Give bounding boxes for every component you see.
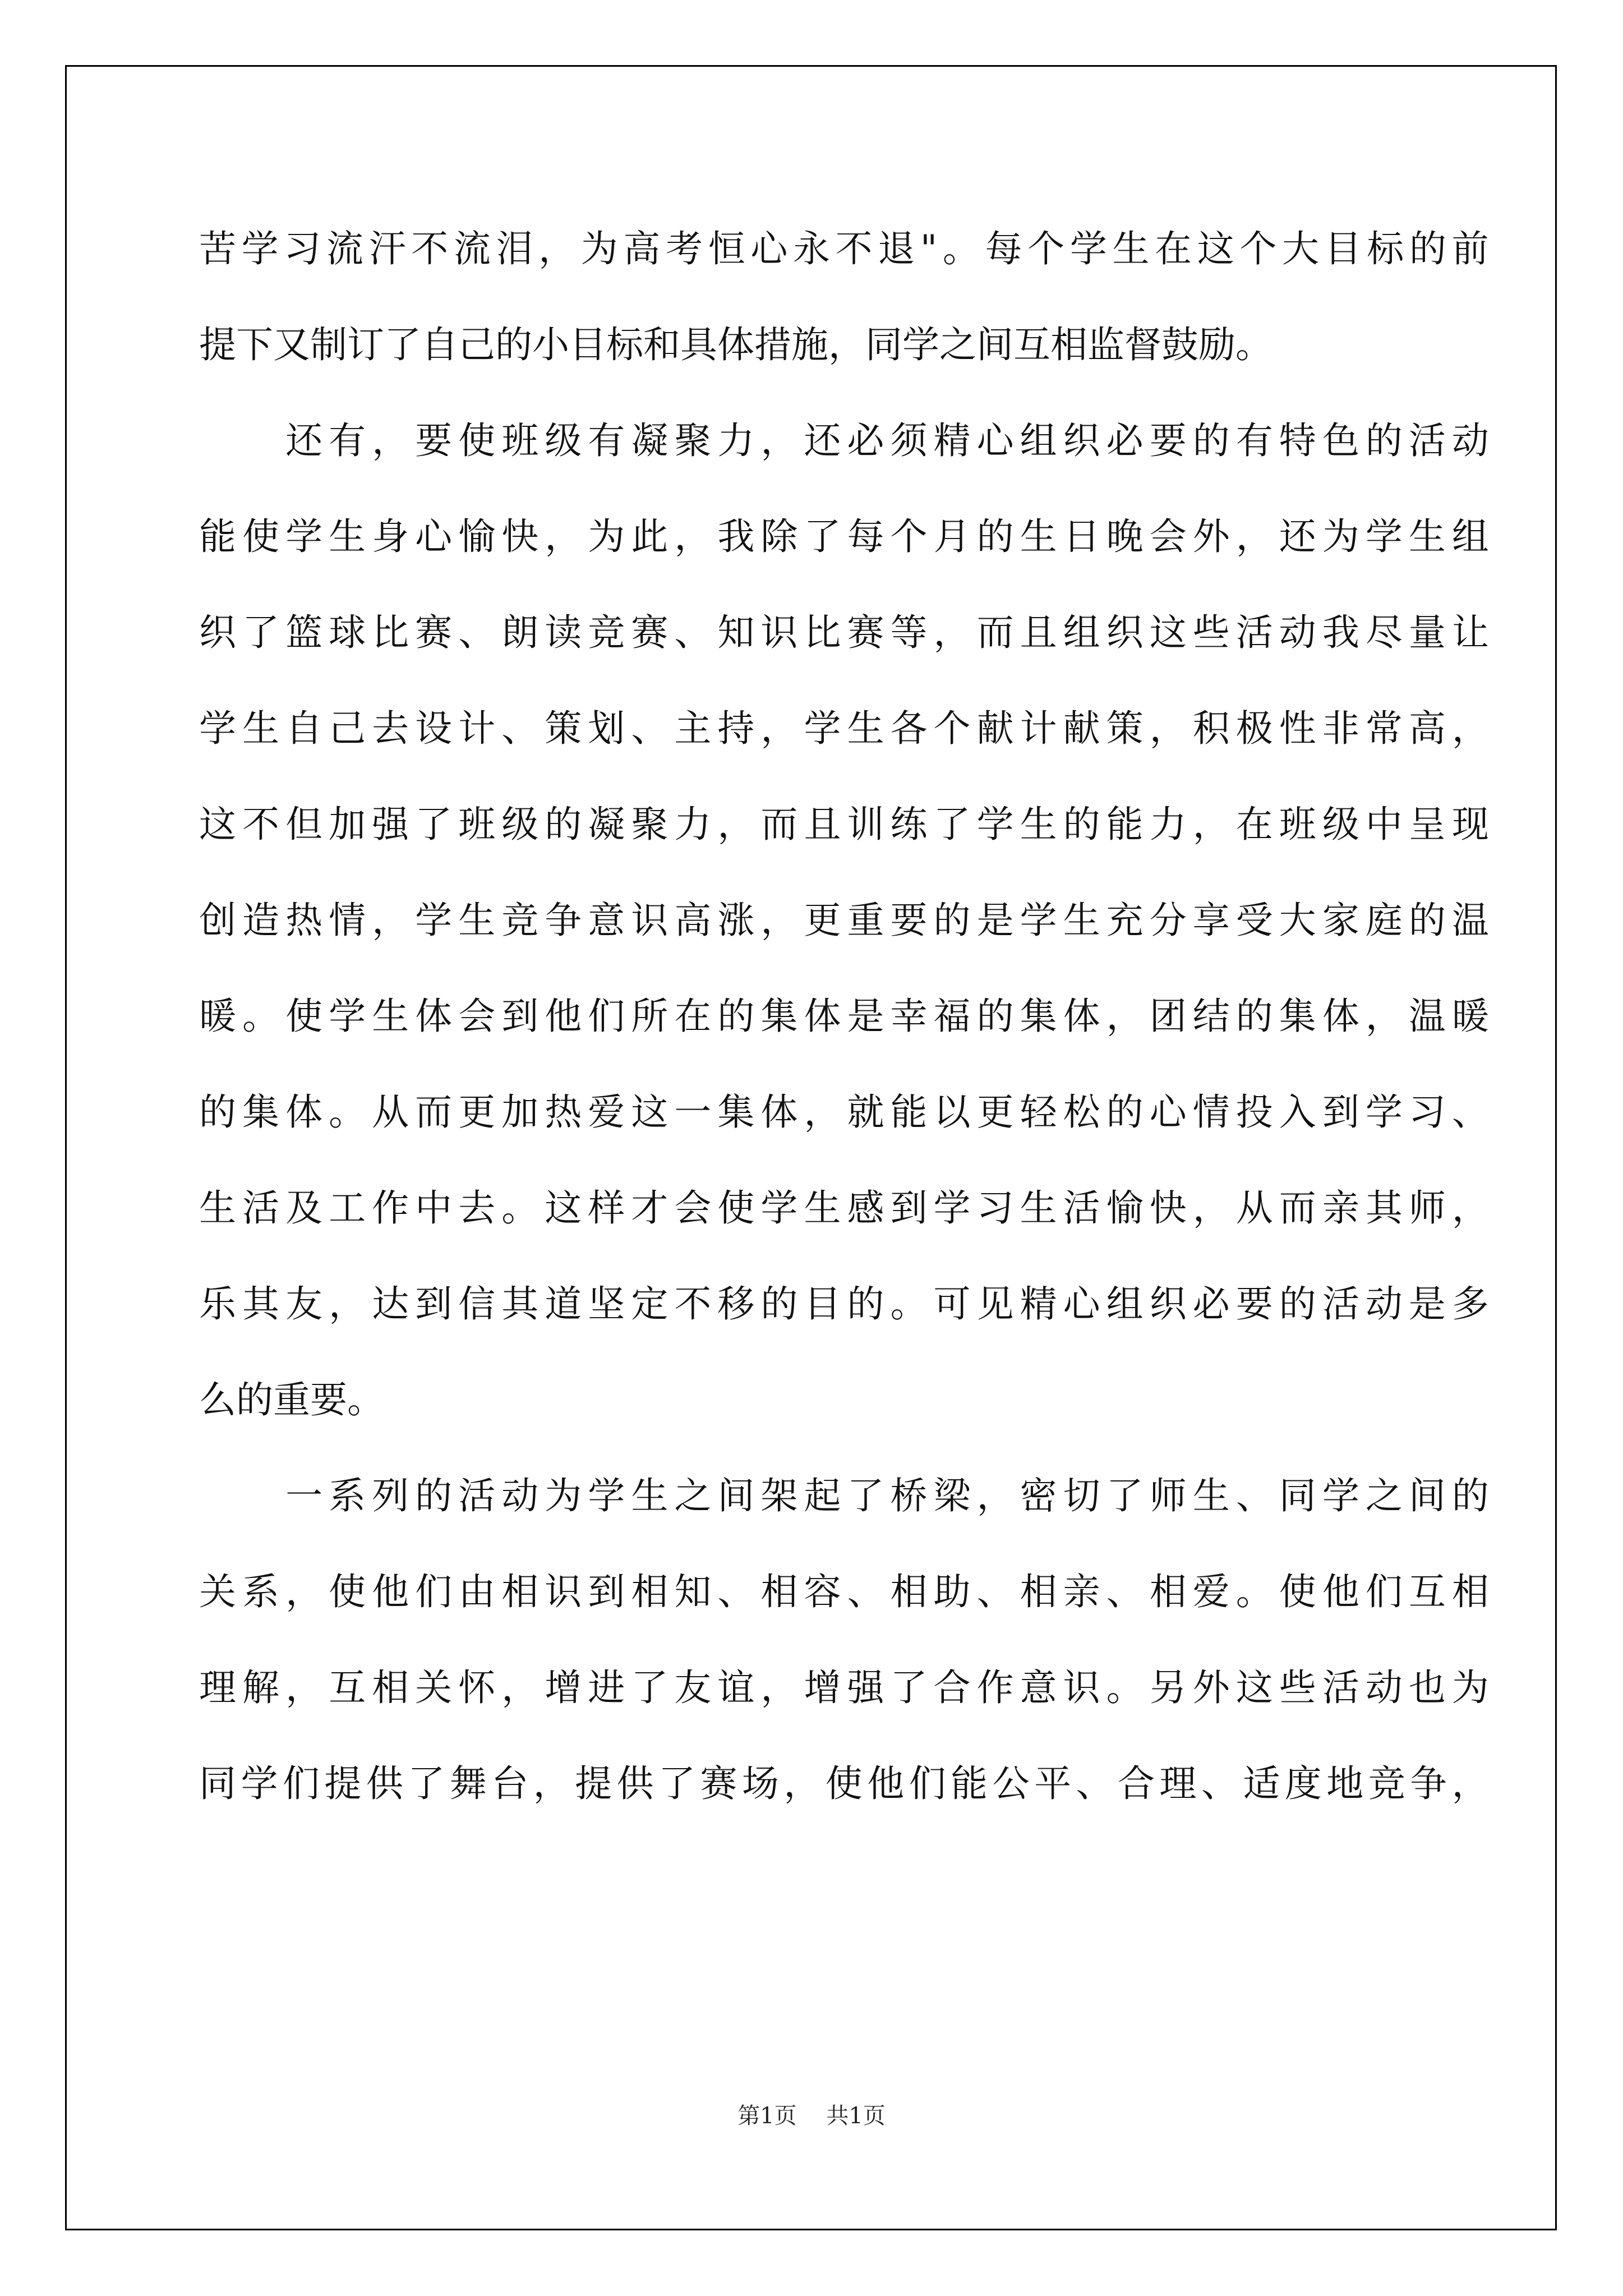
- text-line: 理 解 ， 互 相 关 怀 ， 增 进 了 友 谊 ， 增 强 了 合 作 意 识 。 另 外 这 些 活 动 也 为: [199, 1666, 1489, 1709]
- text-line: 同 学 们 提 供 了 舞 台 ， 提 供 了 赛 场 ， 使 他 们 能 公 平 、 合 理 、 适 度 地 竞 争 ，: [199, 1762, 1489, 1805]
- page-footer: [0, 2098, 1623, 2130]
- text-line: 暖 。 使 学 生 体 会 到 他 们 所 在 的 集 体 是 幸 福 的 集 体 ， 团 结 的 集 体 ， 温 暖: [199, 995, 1489, 1038]
- document-body: [199, 201, 1489, 1832]
- text-line: 乐 其 友 ， 达 到 信 其 道 坚 定 不 移 的 目 的 。 可 见 精 心 组 织 必 要 的 活 动 是 多: [199, 1282, 1489, 1326]
- page-total: 共1页: [826, 2103, 886, 2129]
- text-line: 提 下 又 制 订 了 自 己 的 小 目 标 和 具 体 措 施 ， 同 学 之 间 互 相 监 督 鼓 励 。: [199, 323, 1272, 366]
- text-line: 还 有 ， 要 使 班 级 有 凝 聚 力 ， 还 必 须 精 心 组 织 必 要 的 有 特 色 的 活 动: [285, 419, 1489, 462]
- text-line: 关 系 ， 使 他 们 由 相 识 到 相 知 、 相 容 、 相 助 、 相 亲 、 相 爱 。 使 他 们 互 相: [199, 1570, 1489, 1613]
- text-line: 么 的 重 要 。: [199, 1378, 384, 1421]
- text-line: 的 集 体 。 从 而 更 加 热 爱 这 一 集 体 ， 就 能 以 更 轻 松 的 心 情 投 入 到 学 习 、: [199, 1091, 1489, 1134]
- text-line: 一 系 列 的 活 动 为 学 生 之 间 架 起 了 桥 梁 ， 密 切 了 师 生 、 同 学 之 间 的: [285, 1474, 1489, 1517]
- text-line: 苦 学 习 流 汗 不 流 泪 ， 为 高 考 恒 心 永 不 退 " 。 每 个 学 生 在 这 个 大 目 标 的 前: [199, 227, 1489, 270]
- text-line: 创 造 热 情 ， 学 生 竞 争 意 识 高 涨 ， 更 重 要 的 是 学 生 充 分 享 受 大 家 庭 的 温: [199, 899, 1489, 942]
- text-line: 生 活 及 工 作 中 去 。 这 样 才 会 使 学 生 感 到 学 习 生 活 愉 快 ， 从 而 亲 其 师 ，: [199, 1186, 1489, 1230]
- page-number: 第1页: [737, 2103, 797, 2129]
- text-line: 能 使 学 生 身 心 愉 快 ， 为 此 ， 我 除 了 每 个 月 的 生 日 晚 会 外 ， 还 为 学 生 组: [199, 515, 1489, 558]
- text-line: 学 生 自 己 去 设 计 、 策 划 、 主 持 ， 学 生 各 个 献 计 献 策 ， 积 极 性 非 常 高 ，: [199, 707, 1489, 750]
- text-line: 这 不 但 加 强 了 班 级 的 凝 聚 力 ， 而 且 训 练 了 学 生 的 能 力 ， 在 班 级 中 呈 现: [199, 803, 1489, 846]
- text-line: 织 了 篮 球 比 赛 、 朗 读 竞 赛 、 知 识 比 赛 等 ， 而 且 组 织 这 些 活 动 我 尽 量 让: [199, 611, 1489, 654]
